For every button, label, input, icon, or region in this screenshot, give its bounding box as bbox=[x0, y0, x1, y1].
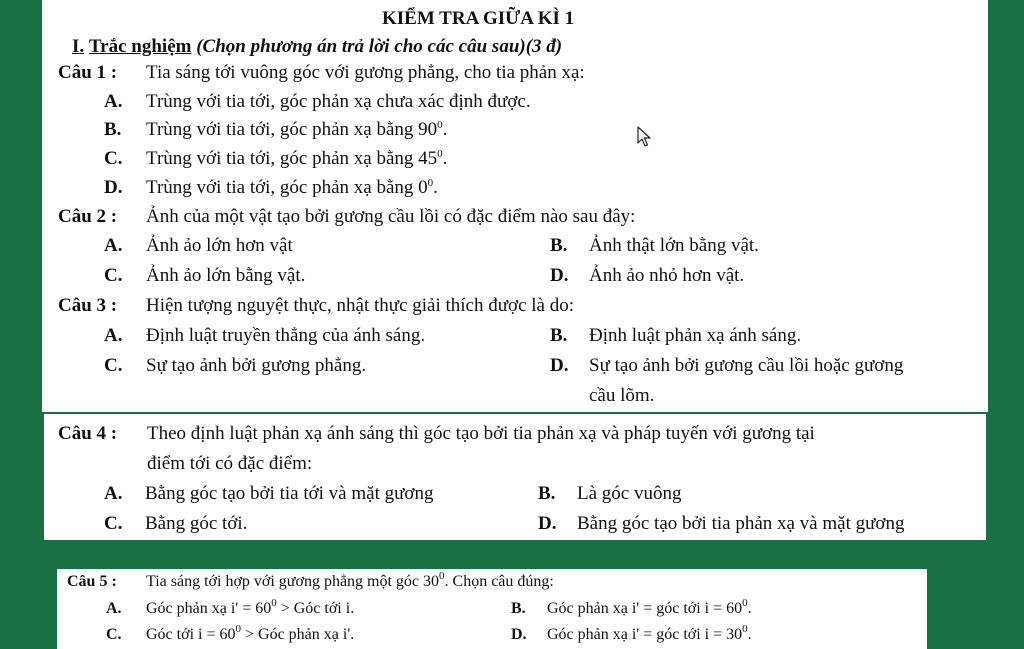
q2-option-c-text: Ảnh ảo lớn bằng vật. bbox=[146, 265, 306, 286]
q4-option-b-text: Là góc vuông bbox=[577, 483, 682, 504]
question-5-label: Câu 5 : bbox=[67, 573, 117, 590]
q4-option-c-letter: C. bbox=[104, 513, 123, 534]
exam-title: KIỂM TRA GIỮA KÌ 1 bbox=[382, 8, 575, 29]
section-number: I. bbox=[72, 36, 85, 57]
section-heading bbox=[72, 36, 562, 58]
q3-option-d-text: Sự tạo ảnh bởi gương cầu lồi hoặc gương bbox=[589, 355, 904, 376]
q5-option-a-text: Góc phản xạ $i' = 60^0$ > Góc tới i. bbox=[146, 597, 355, 617]
exam-page-middle bbox=[44, 414, 986, 540]
q1-option-d-letter: D. bbox=[104, 177, 123, 198]
exam-page-bottom bbox=[57, 569, 927, 649]
q3-option-c-letter: C. bbox=[104, 355, 123, 376]
q4-option-b-letter: B. bbox=[538, 483, 556, 504]
q4-option-c-text: Bằng góc tới. bbox=[145, 513, 248, 534]
q2-option-b-text: Ảnh thật lớn bằng vật. bbox=[589, 235, 759, 256]
question-4-label: Câu 4 : bbox=[58, 423, 118, 444]
q1-option-a-letter: A. bbox=[104, 91, 123, 112]
q2-option-d-text: Ảnh ảo nhỏ hơn vật. bbox=[589, 265, 745, 286]
q1-option-c-text: Trùng với tia tới, góc phản xạ bằng $45^0$. bbox=[146, 148, 448, 169]
q3-option-a-text: Định luật truyền thẳng của ánh sáng. bbox=[146, 325, 426, 346]
q2-option-b-letter: B. bbox=[550, 235, 568, 256]
q1-option-d-text: Trùng với tia tới, góc phản xạ bằng $0^0$. bbox=[146, 177, 438, 198]
q3-option-d-letter: D. bbox=[550, 355, 569, 376]
q5-option-c-text: Góc tới $i = 60^0$ > Góc phản xạ i'. bbox=[146, 623, 355, 643]
q1-option-c-letter: C. bbox=[104, 148, 123, 169]
q4-option-a-text: Bằng góc tạo bởi tia tới và mặt gương bbox=[145, 483, 434, 504]
question-1-text: Tia sáng tới vuông góc với gương phẳng, cho tia phản xạ: bbox=[146, 62, 585, 83]
mouse-pointer-icon bbox=[637, 126, 651, 148]
question-5-text: Tia sáng tới hợp với gương phẳng một góc $30^0$. Chọn câu đúng: bbox=[146, 570, 554, 590]
q5-option-d-text: Góc phản xạ i' = góc tới $i = 30^0$. bbox=[547, 623, 752, 643]
q2-option-c-letter: C. bbox=[104, 265, 123, 286]
q4-option-d-letter: D. bbox=[538, 513, 557, 534]
q3-option-d-text-continued: cầu lõm. bbox=[589, 385, 655, 406]
question-3-label: Câu 3 : bbox=[58, 295, 118, 316]
question-4-text-continued: điểm tới có đặc điểm: bbox=[147, 453, 313, 474]
q3-option-b-letter: B. bbox=[550, 325, 568, 346]
question-2-text: Ảnh của một vật tạo bởi gương cầu lồi có đặc điểm nào sau đây: bbox=[146, 206, 636, 227]
q5-option-b-text: Góc phản xạ i' = góc tới $i = 60^0$. bbox=[547, 597, 752, 617]
q4-option-d-text: Bằng góc tạo bởi tia phản xạ và mặt gương bbox=[577, 513, 905, 534]
section-note: (Chọn phương án trả lời cho các câu sau)(3 đ) bbox=[196, 36, 563, 57]
question-1-label: Câu 1 : bbox=[58, 62, 118, 83]
q3-option-c-text: Sự tạo ảnh bởi gương phẳng. bbox=[146, 355, 367, 376]
q2-option-a-letter: A. bbox=[104, 235, 123, 256]
q2-option-d-letter: D. bbox=[550, 265, 569, 286]
q1-option-b-text: Trùng với tia tới, góc phản xạ bằng $90^0$. bbox=[146, 119, 448, 140]
q3-option-b-text: Định luật phản xạ ánh sáng. bbox=[589, 325, 802, 346]
q2-option-a-text: Ảnh ảo lớn hơn vật bbox=[146, 235, 293, 256]
section-title: Trắc nghiệm bbox=[88, 36, 192, 57]
q5-option-b-letter: B. bbox=[511, 600, 526, 617]
q1-option-a-text: Trùng với tia tới, góc phản xạ chưa xác định được. bbox=[146, 91, 531, 112]
q3-option-a-letter: A. bbox=[104, 325, 123, 346]
q5-option-a-letter: A. bbox=[106, 600, 122, 617]
exam-page-top bbox=[42, 0, 988, 412]
q5-option-c-letter: C. bbox=[106, 626, 122, 643]
q5-option-d-letter: D. bbox=[511, 626, 527, 643]
question-2-label: Câu 2 : bbox=[58, 206, 118, 227]
question-3-text: Hiện tượng nguyệt thực, nhật thực giải thích được là do: bbox=[146, 295, 575, 316]
q1-option-b-letter: B. bbox=[104, 119, 122, 140]
q4-option-a-letter: A. bbox=[104, 483, 123, 504]
question-4-text: Theo định luật phản xạ ánh sáng thì góc tạo bởi tia phản xạ và pháp tuyến với gương tại bbox=[147, 423, 815, 444]
